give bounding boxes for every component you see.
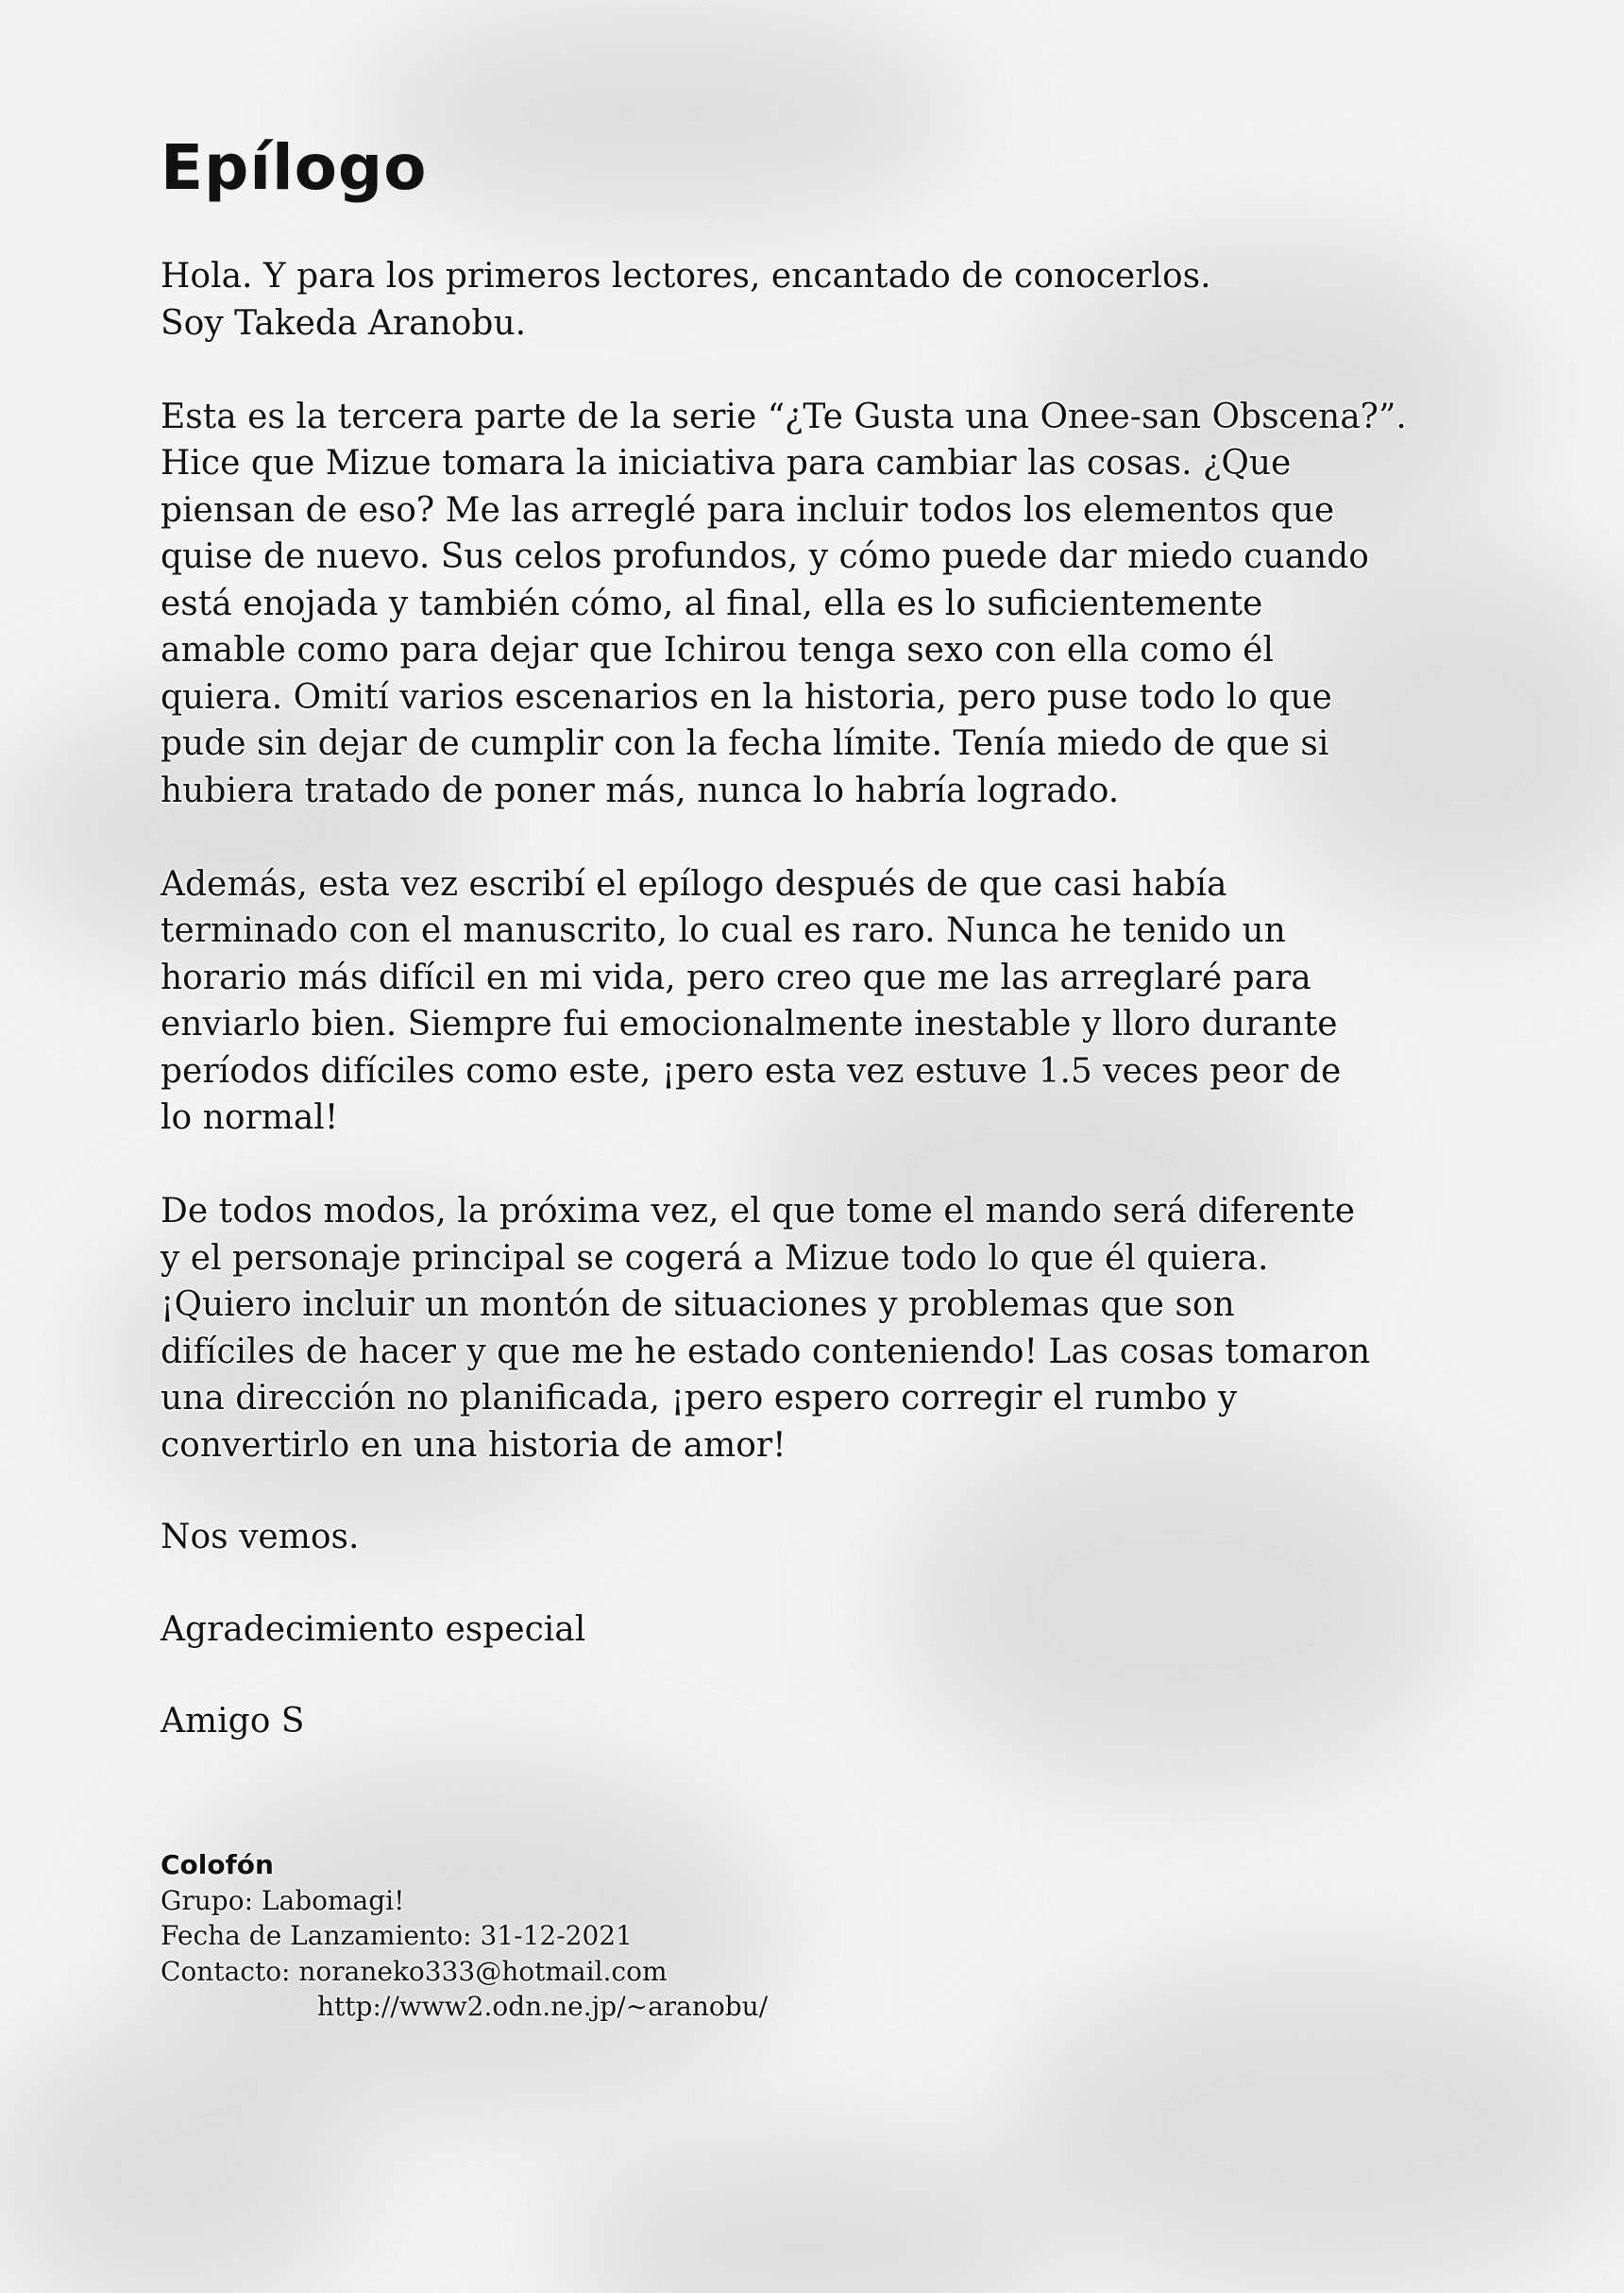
colophon [161, 1847, 1294, 2025]
colophon-heading: Colofón [161, 1849, 274, 1880]
colophon-url: http://www2.odn.ne.jp/~aranobu/ [317, 1991, 769, 2022]
colophon-release-date: Fecha de Lanzamiento: 31-12-2021 [161, 1920, 633, 1951]
paragraph-thanks-heading: Agradecimiento especial [161, 1609, 586, 1649]
paragraph-next-time: De todos modos, la próxima vez, el que tome el mando será diferente y el personaje principal se cogerá a Mizue todo lo que él quiera. ¡Quiero incluir un montón de situaciones y problemas que son difíciles de hacer y que me he estado conteniendo! Las cosas tomaron una dirección no planificada, ¡pero espero corregir el rumbo y convertirlo en una historia de amor! [161, 1192, 1371, 1465]
colophon-group: Grupo: Labomagi! [161, 1884, 405, 1916]
epilogue-body [161, 253, 1501, 1745]
page-title: Epílogo [161, 131, 428, 204]
paragraph-greeting: Hola. Y para los primeros lectores, encantado de conocerlos. Soy Takeda Aranobu. [161, 257, 1211, 343]
paragraph-farewell: Nos vemos. [161, 1518, 360, 1556]
paragraph-schedule: Además, esta vez escribí el epílogo después de que casi había terminado con el manuscrito, lo cual es raro. Nunca he tenido un horario más difícil en mi vida, pero creo que me las arreglaré para enviarlo bien. Siempre fui emocionalmente inestable y lloro durante períodos difíciles como este, ¡pero esta vez estuve 1.5 veces peor de lo normal! [161, 864, 1342, 1137]
colophon-contact: Contacto: noraneko333@hotmail.com [161, 1955, 668, 1987]
paragraph-thanks-name: Amigo S [161, 1702, 305, 1741]
paragraph-series: Esta es la tercera parte de la serie “¿Te Gusta una Onee-san Obscena?”. Hice que Mizue tomara la iniciativa para cambiar las cosas. ¿Que piensan de eso? Me las arreglé para incluir todos los elementos que quise de nuevo. Sus celos profundos, y cómo puede dar miedo cuando está enojada y también cómo, al final, ella es lo suficientemente amable como para dejar que Ichirou tenga sexo con ella como él quiera. Omití varios escenarios en la historia, pero puse todo lo que pude sin dejar de cumplir con la fecha límite. Tenía miedo de que si hubiera tratado de poner más, nunca lo habría logrado. [161, 397, 1407, 810]
